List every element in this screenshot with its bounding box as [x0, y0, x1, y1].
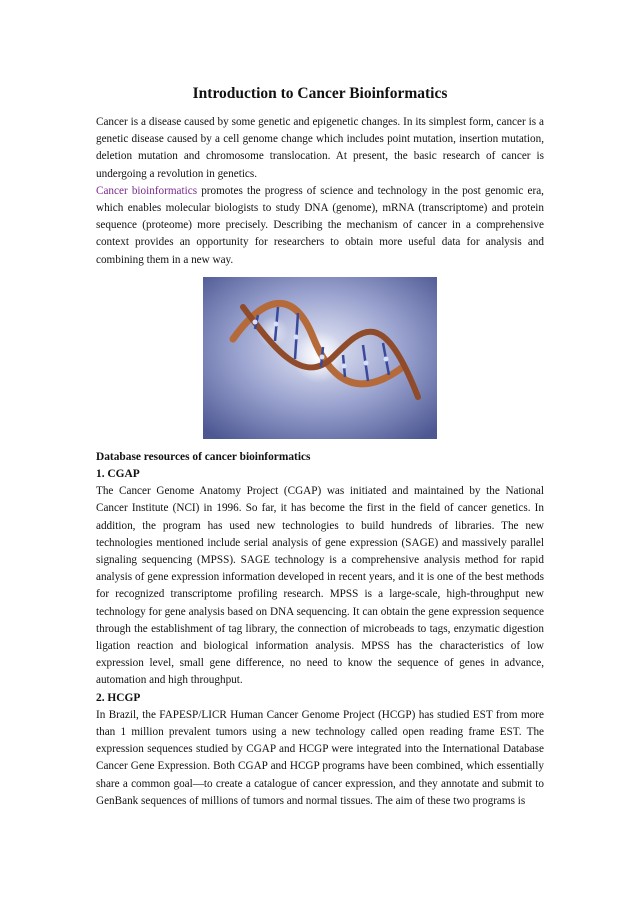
hcgp-heading: 2. HCGP: [96, 691, 141, 704]
cancer-bioinformatics-link[interactable]: Cancer bioinformatics: [96, 184, 198, 197]
dna-helix-image: [203, 277, 437, 439]
intro-paragraph-2-text: promotes the progress of science and technology in the post genomic era, which enables molecular biologists to study DNA (genome), mRNA (transcriptome) and protein sequence (proteome) more precisely. Describing the mechanism of cancer in a comprehensive context provides an opportunity for researchers to obtain more useful data for analysis and combining them in a new way.: [96, 184, 544, 266]
intro-paragraph: Cancer is a disease caused by some genetic and epigenetic changes. In its simplest form, cancer is a genetic disease caused by a cell genome change which includes point mutation, insertion mutation, deletion mutation and chromosome translocation. At present, the basic research of cancer is undergoing a revolution in genetics.: [96, 116, 544, 180]
cgap-paragraph: The Cancer Genome Anatomy Project (CGAP) was initiated and maintained by the National Cancer Institute (NCI) in 1996. So far, it has become the first in the field of cancer genetics. In addition, the program has used new technologies to build hundreds of libraries. The new technologies mentioned include serial analysis of gene expression (SAGE) and massively parallel signaling sequencing (MPSS). SAGE technology is a comprehensive analysis method for rapid analysis of gene expression information developed in recent years, and it is one of the best methods for recognized transcriptome profiling research. MPSS is a large-scale, high-throughput new technology for gene analysis based on DNA sequencing. It can obtain the gene expression sequence through the establishment of tag library, the connection of microbeads to tags, enzymatic digestion ligation reaction and biological information analysis. MPSS has the characteristics of low expression level, small gene difference, no need to know the sequence of genes in advance, automation and high throughput.: [96, 485, 544, 687]
document-page: [96, 84, 544, 810]
hcgp-paragraph: In Brazil, the FAPESP/LICR Human Cancer Genome Project (HCGP) has studied EST from more than 1 million prevalent tumors using a new technology called open reading frame EST. The expression sequences studied by CGAP and HCGP were integrated into the International Database Cancer Gene Expression. Both CGAP and HCGP programs have been combined, which essentially share a common goal—to create a catalogue of cancer expression, and they annotate and submit to GenBank sequences of millions of tumors and normal tissues. The aim of these two programs is: [96, 708, 544, 807]
intro-paragraph-2: [96, 183, 544, 269]
cgap-heading: 1. CGAP: [96, 468, 140, 481]
section-heading: Database resources of cancer bioinformatics: [96, 450, 311, 463]
page-title: Introduction to Cancer Bioinformatics: [192, 85, 448, 102]
